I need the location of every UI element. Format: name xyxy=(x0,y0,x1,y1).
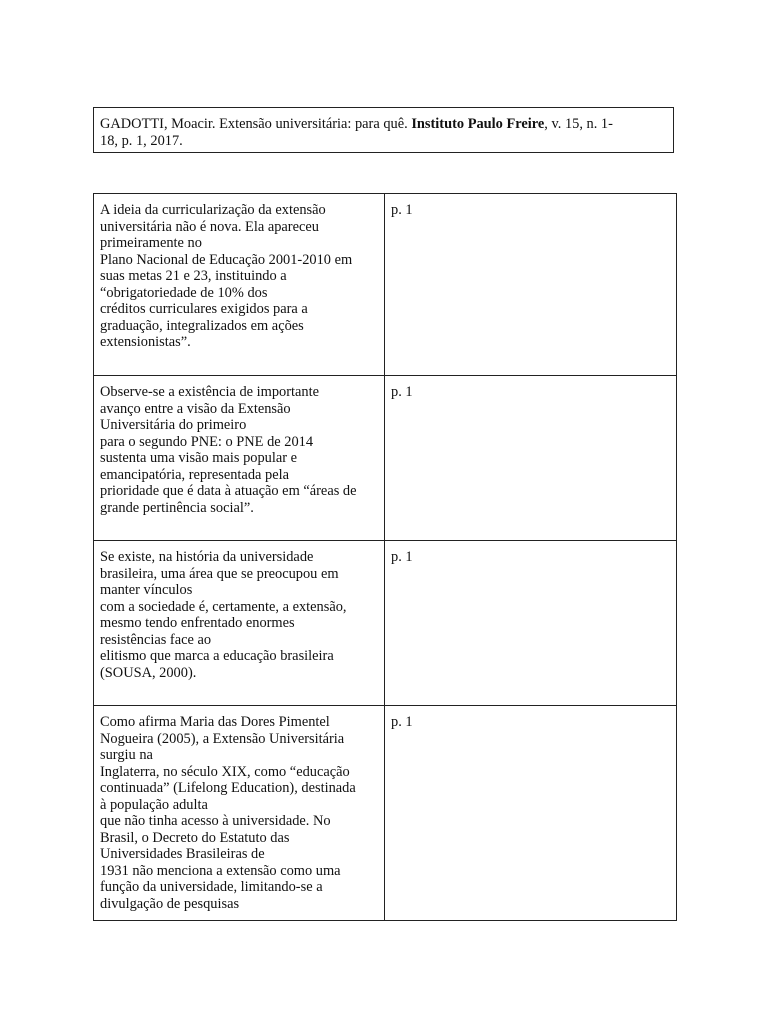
quote-line: com a sociedade é, certamente, a extensão, xyxy=(100,598,347,615)
table-row xyxy=(94,376,677,541)
reference-journal: Instituto Paulo Freire xyxy=(411,116,545,132)
quote-cell xyxy=(94,706,385,921)
quote-line: Brasil, o Decreto do Estatuto das xyxy=(100,829,290,846)
quote-line: suas metas 21 e 23, instituindo a xyxy=(100,268,287,284)
quote-line: surgiu na xyxy=(100,747,153,763)
quote-line: função da universidade, limitando-se a xyxy=(100,879,323,895)
table-row xyxy=(94,706,677,921)
quote-line: Universitária do primeiro xyxy=(100,417,247,433)
quote-line: prioridade que é data à atuação em “áreas de xyxy=(100,483,357,499)
reference-citation xyxy=(93,107,674,153)
quote-line: graduação, integralizados em ações xyxy=(100,317,304,334)
reference-details: , v. 15, n. 1- xyxy=(544,116,613,132)
page-cell xyxy=(385,706,677,921)
quote-cell xyxy=(94,541,385,706)
table-row xyxy=(94,541,677,706)
quote-line: Plano Nacional de Educação 2001-2010 em xyxy=(100,251,353,268)
quote-line: brasileira, uma área que se preocupou em xyxy=(100,565,339,582)
notes-table xyxy=(93,193,677,921)
page-cell xyxy=(385,541,677,706)
reference-title: Extensão universitária: para quê. xyxy=(219,116,412,132)
quote-line: sustenta uma visão mais popular e xyxy=(100,450,298,466)
page-reference: p. 1 xyxy=(391,202,413,218)
page-cell xyxy=(385,376,677,541)
quote-line: mesmo tendo enfrentado enormes xyxy=(100,615,295,631)
reference-author: GADOTTI, Moacir. xyxy=(100,116,220,132)
quote-line: A ideia da curricularização da extensão xyxy=(100,202,326,218)
quote-line: Observe-se a existência de importante xyxy=(100,384,319,400)
table-row xyxy=(94,194,677,376)
page-cell xyxy=(385,194,677,376)
page-reference: p. 1 xyxy=(391,549,413,565)
quote-line: manter vínculos xyxy=(100,582,193,598)
quote-line: primeiramente no xyxy=(100,235,202,251)
quote-line: Nogueira (2005), a Extensão Universitária xyxy=(100,730,345,747)
quote-line: extensionistas”. xyxy=(100,334,191,350)
quote-line: avanço entre a visão da Extensão xyxy=(100,400,291,417)
quote-line: continuada” (Lifelong Education), destinada xyxy=(100,780,356,796)
quote-line: à população adulta xyxy=(100,796,208,813)
quote-line: créditos curriculares exigidos para a xyxy=(100,301,308,317)
quote-line: Inglaterra, no século XIX, como “educação xyxy=(100,763,350,780)
reference-details-cont: 18, p. 1, 2017. xyxy=(100,133,183,149)
quote-cell xyxy=(94,376,385,541)
quote-line: divulgação de pesquisas xyxy=(100,895,240,912)
quote-line: emancipatória, representada pela xyxy=(100,466,289,483)
page-reference: p. 1 xyxy=(391,384,413,400)
quote-line: “obrigatoriedade de 10% dos xyxy=(100,284,268,301)
quote-line: Como afirma Maria das Dores Pimentel xyxy=(100,714,330,730)
page-reference: p. 1 xyxy=(391,714,413,730)
quote-line: que não tinha acesso à universidade. No xyxy=(100,813,331,829)
quote-cell xyxy=(94,194,385,376)
quote-line: grande pertinência social”. xyxy=(100,499,254,516)
quote-line: (SOUSA, 2000). xyxy=(100,664,197,681)
quote-line: 1931 não menciona a extensão como uma xyxy=(100,862,341,879)
quote-line: para o segundo PNE: o PNE de 2014 xyxy=(100,433,314,450)
quote-line: Se existe, na história da universidade xyxy=(100,549,314,565)
quote-line: Universidades Brasileiras de xyxy=(100,846,265,862)
quote-line: elitismo que marca a educação brasileira xyxy=(100,648,334,664)
quote-line: resistências face ao xyxy=(100,631,212,648)
quote-line: universitária não é nova. Ela apareceu xyxy=(100,218,319,235)
